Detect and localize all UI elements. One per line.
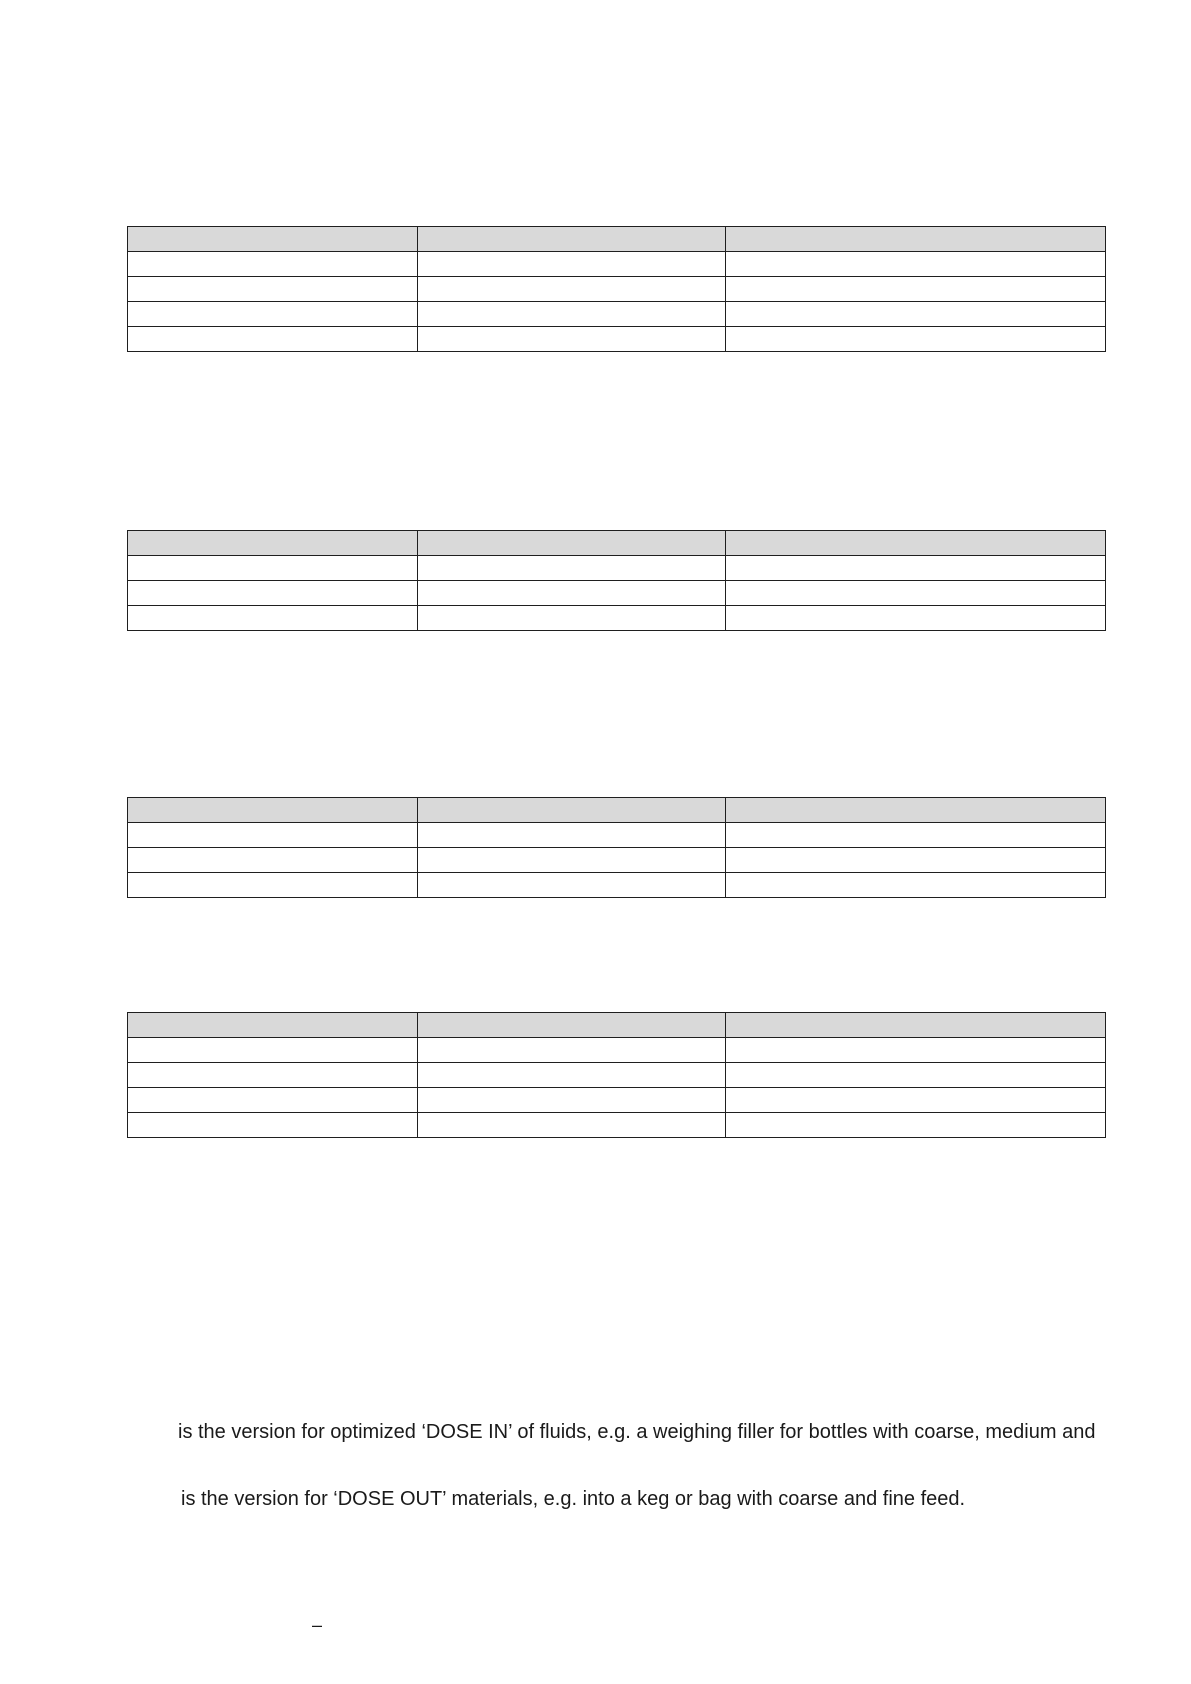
table-row [128, 277, 1106, 302]
table-cell [128, 1088, 418, 1113]
table-header-cell [418, 798, 726, 823]
table-cell [418, 277, 726, 302]
table-header-cell [418, 227, 726, 252]
table-cell [418, 873, 726, 898]
table-header-cell [128, 227, 418, 252]
table-cell [128, 873, 418, 898]
table-cell [726, 1113, 1106, 1138]
table-cell [726, 1088, 1106, 1113]
table-cell [128, 1063, 418, 1088]
table-cell [726, 581, 1106, 606]
table-cell [418, 823, 726, 848]
table-row [128, 1038, 1106, 1063]
table-cell [418, 581, 726, 606]
table-cell [128, 606, 418, 631]
table-header-cell [726, 1013, 1106, 1038]
table-cell [726, 873, 1106, 898]
table-cell [418, 556, 726, 581]
table-header-cell [726, 227, 1106, 252]
table-cell [726, 556, 1106, 581]
table-cell [418, 1038, 726, 1063]
table-cell [418, 1088, 726, 1113]
table-cell [726, 252, 1106, 277]
table-header-row [128, 798, 1106, 823]
table-row [128, 823, 1106, 848]
table-cell [418, 1063, 726, 1088]
table-cell [128, 1113, 418, 1138]
table-cell [128, 848, 418, 873]
table-row [128, 848, 1106, 873]
spec-table-1 [127, 226, 1106, 352]
table-cell [726, 848, 1106, 873]
table-header-cell [128, 798, 418, 823]
spec-table-3 [127, 797, 1106, 898]
table-cell [726, 1063, 1106, 1088]
table-cell [128, 556, 418, 581]
table-cell [726, 327, 1106, 352]
table-row [128, 556, 1106, 581]
table-cell [418, 1113, 726, 1138]
table-row [128, 606, 1106, 631]
spec-table-2 [127, 530, 1106, 631]
table-header-cell [418, 1013, 726, 1038]
table-header-row [128, 227, 1106, 252]
spec-table-4 [127, 1012, 1106, 1138]
dose-out-description: is the version for ‘DOSE OUT’ materials, e.g. into a keg or bag with coarse and fine feed. [181, 1488, 966, 1510]
table-row [128, 327, 1106, 352]
table-cell [128, 1038, 418, 1063]
table-cell [418, 302, 726, 327]
table-header-cell [726, 798, 1106, 823]
table-cell [726, 823, 1106, 848]
table-cell [128, 252, 418, 277]
table-cell [418, 327, 726, 352]
table-cell [128, 302, 418, 327]
table-cell [418, 606, 726, 631]
table-cell [726, 606, 1106, 631]
table-cell [726, 277, 1106, 302]
table-header-row [128, 531, 1106, 556]
table-header-row [128, 1013, 1106, 1038]
table-row [128, 1063, 1106, 1088]
table-cell [726, 302, 1106, 327]
table-row [128, 1113, 1106, 1138]
table-cell [726, 1038, 1106, 1063]
table-row [128, 1088, 1106, 1113]
table-cell [418, 848, 726, 873]
dose-in-description: is the version for optimized ‘DOSE IN’ of fluids, e.g. a weighing filler for bottles with coarse, medium and [178, 1421, 1096, 1443]
footer-dash: – [312, 1615, 323, 1635]
table-cell [418, 252, 726, 277]
table-cell [128, 277, 418, 302]
table-header-cell [128, 531, 418, 556]
table-header-cell [418, 531, 726, 556]
table-header-cell [726, 531, 1106, 556]
table-header-cell [128, 1013, 418, 1038]
table-row [128, 302, 1106, 327]
table-row [128, 873, 1106, 898]
table-row [128, 252, 1106, 277]
table-cell [128, 327, 418, 352]
table-cell [128, 823, 418, 848]
table-row [128, 581, 1106, 606]
table-cell [128, 581, 418, 606]
